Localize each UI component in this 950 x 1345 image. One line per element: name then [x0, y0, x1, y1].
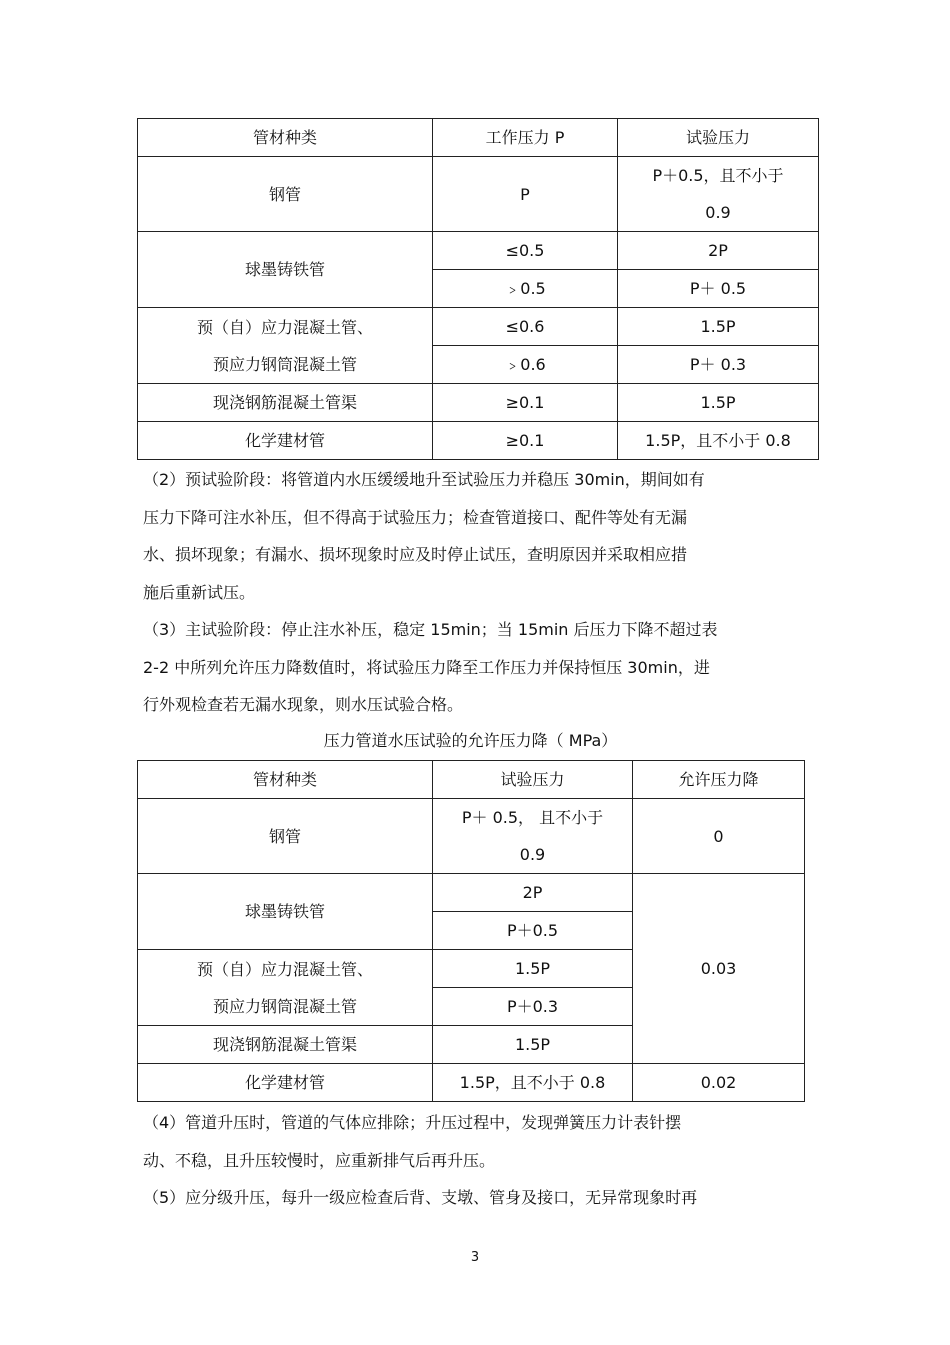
header-work-pressure: 工作压力 P: [433, 119, 618, 157]
cell-type-castinplace: 现浇钢筋混凝土管渠: [138, 384, 433, 422]
cell-work-steel: P: [433, 157, 618, 232]
paragraph-line: 动、不稳，且升压较慢时，应重新排气后再升压。: [143, 1150, 496, 1170]
paragraph-line: （2）预试验阶段：将管道内水压缓缓地升至试验压力并稳压 30min，期间如有: [143, 470, 705, 489]
cell-test-steel-line2: 0.9: [705, 203, 731, 222]
cell-test-ductile-a: 2P: [618, 232, 819, 270]
cell-work-castinplace: ≥0.1: [433, 384, 618, 422]
cell-drop-steel: 0: [633, 799, 805, 874]
cell-test-castinplace: 1.5P: [618, 384, 819, 422]
cell-drop-group: 0.03: [633, 874, 805, 1064]
cell-test-prestressed-a: 1.5P: [618, 308, 819, 346]
cell-test-steel: [618, 157, 819, 232]
cell-test-chemical: 1.5P，且不小于 0.8: [618, 422, 819, 460]
cell-test-steel-line2: 0.9: [519, 845, 546, 864]
cell-test-prestressed-a: 1.5P: [433, 950, 633, 988]
paragraph-line: 行外观检查若无漏水现象，则水压试验合格。: [143, 695, 464, 714]
header-test-pressure: 试验压力: [433, 761, 633, 799]
cell-type-prestressed: [138, 308, 433, 384]
cell-test-steel-line1: P＋0.5，且不小于: [652, 166, 784, 185]
cell-test-ductile-b: P＋ 0.5: [618, 270, 819, 308]
header-pipe-type: 管材种类: [138, 761, 433, 799]
header-pipe-type: 管材种类: [138, 119, 433, 157]
paragraph-line: 2-2 中所列允许压力降数值时，将试验压力降至工作压力并保持恒压 30min，进: [143, 657, 710, 677]
cell-type-chemical: 化学建材管: [138, 422, 433, 460]
cell-type-prestressed-line2: 预应力钢筒混凝土管: [212, 996, 357, 1016]
header-pressure-drop: 允许压力降: [633, 761, 805, 799]
cell-type-prestressed: [138, 950, 433, 1026]
cell-test-prestressed-b: P＋0.3: [433, 988, 633, 1026]
cell-type-ductile: 球墨铸铁管: [138, 232, 433, 308]
paragraph-line: （5）应分级升压，每升一级应检查后背、支墩、管身及接口，无异常现象时再: [143, 1188, 698, 1207]
paragraph-line: 水、损坏现象；有漏水、损坏现象时应及时停止试压，查明原因并采取相应措: [143, 545, 688, 564]
cell-test-chemical: 1.5P，且不小于 0.8: [433, 1064, 633, 1102]
cell-work-chemical: ≥0.1: [433, 422, 618, 460]
cell-type-prestressed-line1: 预（自）应力混凝土管、: [196, 959, 373, 979]
cell-test-steel: [433, 799, 633, 874]
paragraph-maintest: [143, 611, 813, 724]
cell-test-ductile-b: P＋0.5: [433, 912, 633, 950]
table-caption: 压力管道水压试验的允许压力降（ MPa）: [323, 731, 618, 750]
page-number: 3: [470, 1250, 480, 1265]
cell-test-ductile-a: 2P: [433, 874, 633, 912]
paragraph-line: 施后重新试压。: [143, 582, 256, 602]
cell-work-prestressed-b: ﹥0.6: [433, 346, 618, 384]
cell-type-castinplace: 现浇钢筋混凝土管渠: [138, 1026, 433, 1064]
header-test-pressure: 试验压力: [618, 119, 819, 157]
cell-type-steel: 钢管: [138, 157, 433, 232]
cell-test-prestressed-b: P＋ 0.3: [618, 346, 819, 384]
test-pressure-table: [137, 118, 819, 460]
paragraph-pretest: [143, 461, 813, 611]
cell-drop-chemical: 0.02: [633, 1064, 805, 1102]
cell-test-castinplace: 1.5P: [433, 1026, 633, 1064]
paragraph-line: （3）主试验阶段：停止注水补压，稳定 15min；当 15min 后压力下降不超过表: [143, 620, 718, 639]
cell-work-prestressed-a: ≤0.6: [433, 308, 618, 346]
paragraph-line: 压力下降可注水补压，但不得高于试验压力；检查管道接口、配件等处有无漏: [143, 507, 688, 527]
cell-work-ductile-b: ﹥0.5: [433, 270, 618, 308]
cell-type-prestressed-line2: 预应力钢筒混凝土管: [212, 354, 357, 374]
paragraph-line: （4）管道升压时，管道的气体应排除；升压过程中，发现弹簧压力计表针摆: [143, 1113, 682, 1132]
paragraph-stepwise: [143, 1179, 813, 1217]
cell-type-steel: 钢管: [138, 799, 433, 874]
allowable-pressure-drop-table: [137, 760, 805, 1102]
cell-work-ductile-a: ≤0.5: [433, 232, 618, 270]
cell-type-chemical: 化学建材管: [138, 1064, 433, 1102]
paragraph-pressurize: [143, 1104, 813, 1179]
cell-type-ductile: 球墨铸铁管: [138, 874, 433, 950]
cell-test-steel-line1: P＋ 0.5， 且不小于: [461, 808, 604, 827]
cell-type-prestressed-line1: 预（自）应力混凝土管、: [196, 317, 373, 337]
